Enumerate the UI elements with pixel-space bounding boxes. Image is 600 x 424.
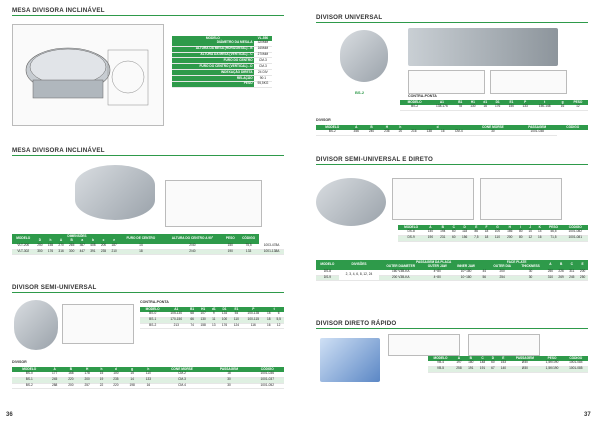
divider [12,292,284,293]
table-row: VLT-302 300 176 316 300 447 391 235 210 18 2/40 190 133 1001-138A [12,249,284,255]
divisor-label: DIVISOR [316,118,331,122]
contra-ponta-table: MODELO A1 B1 H1 d1 D1 E1 P t BS-0 105-130 68 107 9 134 54 100-135 18 6 BS-1 170-150 66 130 11 100 110 100-115 18 5,5 BS-2 213 74 158 13 176 124 116 16 12 [140,307,284,329]
mesa-side-drawing-image [165,180,262,227]
mesa-drawing-image [12,24,164,126]
section-title-mesa-2: MESA DIVISORA INCLINÁVEL [12,147,105,154]
direto-rapido-drawing-image [388,334,460,356]
divisor-label: DIVISOR [12,360,27,364]
chuck-photo-image [316,178,386,226]
table-row: BS-0 177 168 178 15 100 15 110 CM-2 18 1001-036 [12,372,284,377]
direto-rapido-drawing-2-image [468,334,540,356]
universal-photo-image [340,30,388,82]
table-row: DS-8 140 194 60 118 86 18 100 166 80 10 14 46,5 1001-082 [398,230,588,235]
mesa-dimension-table: MODELO DIMENSÕES FURO DE CENTRO ALTURA DO CENTRO A 90° PESO CÓDIGO D h A B a b c e VLT-200 250 155 270 265 367 408 200 187 14 2/40 150 75,5 1003-478A VLT-302 300 176 316 300 447 391 235 210 18 2/40 190 133 1001-138A [12,234,284,255]
table-row: BS-2 213 74 158 13 176 124 116 16 12 [140,323,284,329]
table-row: DS-9 200 V3B-KA 4~80 10~180 56 254 30 310 269 245 250 [316,275,588,281]
divider [12,155,284,156]
table-row: BS-1 170-150 66 130 11 100 110 100-115 18 5,5 [140,317,284,323]
section-title-mesa-1: MESA DIVISORA INCLINÁVEL [12,7,105,14]
table-row: DS-8 2, 3, 4, 6, 8, 12, 24 160 V3B-KA 4~80 10~180 44 200 30 250 226 311 200 [316,270,588,275]
table-row: VB-5 258 191 191 67 140 Ø30 1,5K/190 1001-085 [428,366,588,372]
chuck-drawing-image [392,178,474,220]
divisor-drawing-image [62,304,134,344]
direto-rapido-photo-image [320,338,380,382]
table-row: DS-9 190 231 60 156 7,5 18 110 200 80 12 16 71,5 1001-081 [398,235,588,241]
semi-direto-table: MODELO A B C D E F G H I J K PESO CÓDIGO DS-8 140 194 60 118 86 18 100 166 80 10 14 46,5 1001-082 DS-9 190 231 60 156 7,5 18 110 200 80 12 16 71,5 1001-081 [398,225,588,242]
table-row: VLT-200 250 155 270 265 367 408 200 187 14 2/40 150 75,5 1003-478A [12,244,284,249]
table-row: BS-2 288 200 257 22 220 198 16 CM-4 30 1001-052 [12,383,284,389]
universal-contra-table: MODELO A1 B1 H1 d1 D1 E1 P t g PESO BS-2 138-176 78 130 16 176 150 133 150-148 16 12 [400,100,588,111]
mesa-photo-image [75,165,155,220]
contra-ponta-label: CONTRA-PONTA [408,94,437,98]
section-title-direto-rapido: DIVISOR DIRETO RÁPIDO [316,320,397,327]
table-row: VB-4 197 180 148 60 153 Ø30 1,5K/190 1001-084 [428,361,588,366]
mesa-spec-table: MODELO VL-550 DIÂMETRO DA MESA-A 320MM ALTURA DA MESA (HORIZONTAL) - B 165MM ALTURA DA MESA (VERTICAL) - C 270MM FURO DO CENTRO CM-3 FURO DO CENTRO (VERTICAL) - D CM-3 INDEXAÇÃO DIRETA 24 DIV RELAÇÃO 90:1 PESO 95,5KG [172,36,272,88]
divisor-table: MODELO A B H h d g h CONE MORSE PASSAGEM CÓDIGO BS-0 177 168 178 15 100 15 110 CM-2 18 1001-036 BS-1 245 220 200 19 235 14 133 CM-3 30 1001-037 BS-2 288 200 257 22 220 198 16 CM-4 30 1001-052 [12,367,284,389]
divider [316,164,588,165]
model-caption: BS-2 [355,90,365,95]
page-number-left: 36 [6,412,13,418]
universal-divisor-table: MODELO A B H h d CONE MORSE PASSAGEM CÓDIGO BS-2 356 240 236 20 216 138 16 CM-4 30 1001-038 [316,125,588,136]
section-title-universal: DIVISOR UNIVERSAL [316,14,383,21]
divider [316,22,588,23]
table-row: BS-2 356 240 236 20 216 138 16 CM-4 30 1001-038 [316,130,588,135]
divider [12,15,284,16]
universal-drawing-2-image [490,70,567,94]
direto-rapido-table: MODELO A B C D E PASSAGEM PESO CÓDIGO VB-4 197 180 148 60 153 Ø30 1,5K/190 1001-084 VB-5 258 191 191 67 140 Ø30 1,5K/190 1001-085 [428,356,588,373]
divider [316,328,588,329]
divisor-photo-image [14,300,58,350]
table-row: BS-1 245 220 200 19 235 14 133 CM-3 30 1001-037 [12,377,284,383]
chuck-drawing-2-image [480,178,562,220]
section-title-semi-universal: DIVISOR SEMI-UNIVERSAL [12,284,97,291]
page-number-right: 37 [584,412,591,418]
contra-ponta-label: CONTRA-PONTA [140,300,169,304]
universal-drawing-image [408,70,485,94]
section-title-semi-direto: DIVISOR SEMI-UNIVERSAL E DIRETO [316,156,434,163]
table-row: BS-0 105-130 68 107 9 134 54 100-135 18 6 [140,312,284,317]
accessories-image [408,28,558,66]
plate-table: MODELO DIVISÕES PASSAGEM DA PLACA FACE PLATE A B C E OUTER DIAMETER OUTER JAW INNER JAW OUTER DIA THICKNESS DS-8 2, 3, 4, 6, 8, 12, 24 160 V3B-KA 4~80 10~180 44 200 30 250 226 311 200 DS-9 200 V3B-KA 4~80 10~180 56 254 30 310 269 245 250 [316,260,588,281]
table-row: BS-2 138-176 78 130 16 176 150 133 150-148 16 12 [400,105,588,110]
